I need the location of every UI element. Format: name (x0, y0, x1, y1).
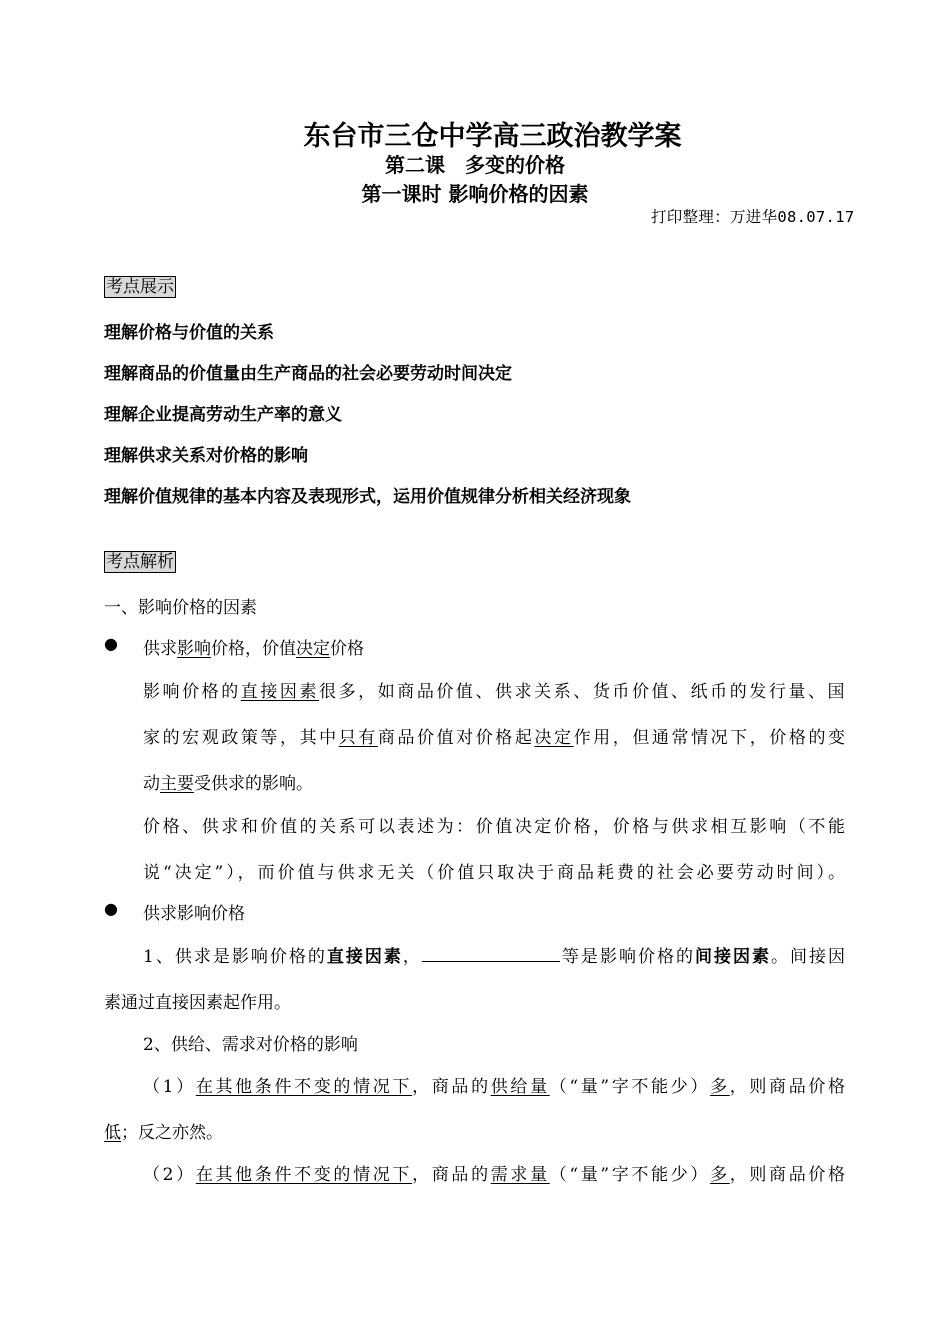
part-title: 一、影响价格的因素 (104, 598, 257, 618)
bullet-text: 供求影响价格，价值决定价格 (143, 639, 364, 659)
exam-point-item: 理解供求关系对价格的影响 (104, 446, 308, 466)
section-heading-exam-points: 考点展示 (106, 277, 174, 297)
paragraph-line: 低；反之亦然。 (104, 1123, 223, 1143)
paragraph-line: 价格、供求和价值的关系可以表述为：价值决定价格，价格与供求相互影响（不能 (143, 817, 845, 837)
bullet-text: 供求影响价格 (143, 904, 245, 924)
paragraph-line: （1）在其他条件不变的情况下，商品的供给量（“量”字不能少）多，则商品价格 (143, 1077, 846, 1097)
paragraph-line: 1、供求是影响价格的直接因素， 等是影响价格的间接因素。间接因 (143, 947, 846, 967)
period-title: 第一课时 影响价格的因素 (361, 182, 589, 206)
exam-point-item: 理解商品的价值量由生产商品的社会必要劳动时间决定 (104, 364, 512, 384)
bullet-icon: ● (104, 899, 118, 918)
paragraph-line: 说“决定”），而价值与供求无关（价值只取决于商品耗费的社会必要劳动时间）。 (143, 863, 845, 883)
fill-blank (422, 947, 560, 962)
bullet-icon: ● (104, 634, 118, 653)
document-title: 东台市三仓中学高三政治教学案 (303, 121, 682, 152)
paragraph-line: 素通过直接因素起作用。 (104, 993, 291, 1013)
exam-point-item: 理解价格与价值的关系 (104, 323, 274, 343)
paragraph-line: （2）在其他条件不变的情况下，商品的需求量（“量”字不能少）多，则商品价格 (143, 1165, 846, 1185)
lesson-title: 第二课 多变的价格 (385, 153, 565, 177)
paragraph-line: 影响价格的直接因素很多，如商品价值、供求关系、货币价值、纸币的发行量、国 (143, 682, 846, 702)
paragraph-line: 动主要受供求的影响。 (143, 774, 313, 794)
section-heading-analysis: 考点解析 (106, 552, 174, 572)
exam-point-item: 理解价值规律的基本内容及表现形式，运用价值规律分析相关经济现象 (104, 487, 631, 507)
credit-line: 打印整理：万进华08.07.17 (651, 208, 855, 226)
paragraph-line: 2、供给、需求对价格的影响 (143, 1035, 358, 1055)
exam-point-item: 理解企业提高劳动生产率的意义 (104, 405, 342, 425)
paragraph-line: 家的宏观政策等，其中只有商品价值对价格起决定作用，但通常情况下，价格的变 (143, 728, 846, 748)
